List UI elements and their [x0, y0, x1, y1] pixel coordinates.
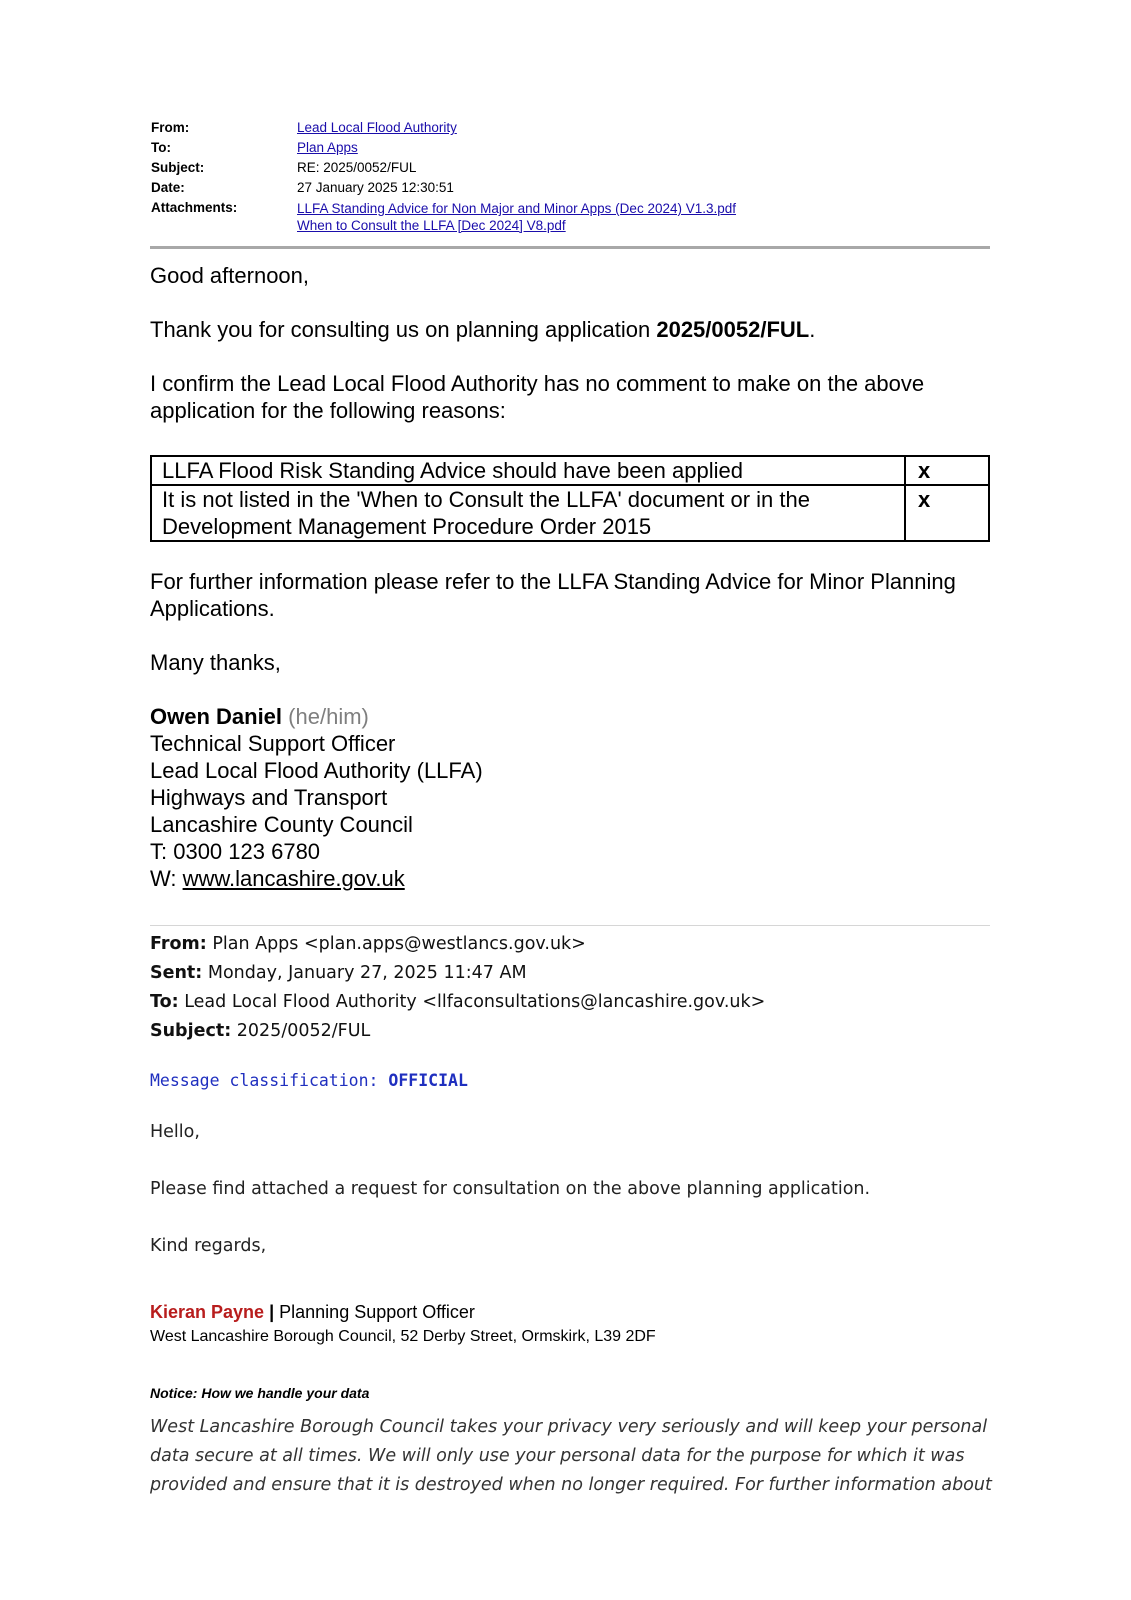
message-classification: Message classification: OFFICIAL: [150, 1071, 468, 1090]
sender-title: Planning Support Officer: [279, 1302, 475, 1322]
confirm-text: I confirm the Lead Local Flood Authority has no comment to make on the above application for the following reasons:: [150, 371, 925, 423]
table-row: [151, 456, 989, 485]
sender-name: Kieran Payne: [150, 1302, 265, 1322]
privacy-line: West Lancashire Borough Council takes your privacy very seriously and will keep your personal: [150, 1417, 988, 1437]
header-attachments-row: [151, 198, 991, 234]
from-link[interactable]: Lead Local Flood Authority: [297, 120, 457, 135]
signature-name-line: [150, 703, 990, 730]
header-subject-row: [151, 158, 991, 178]
application-ref: 2025/0052/FUL: [656, 317, 810, 342]
original-header: [150, 930, 1010, 1046]
original-body: Please find attached a request for consultation on the above planning application.: [150, 1179, 871, 1199]
privacy-line: data secure at all times. We will only use your personal data for the purpose for which it was: [150, 1446, 965, 1466]
original-signature: Kieran Payne | Planning Support Officer: [150, 1302, 475, 1322]
quoted-divider: [150, 925, 990, 926]
privacy-notice: [150, 1413, 1010, 1500]
subject-value: RE: 2025/0052/FUL: [297, 160, 417, 175]
thanks-line: Thank you for consulting us on planning application 2025/0052/FUL.: [150, 317, 816, 342]
original-subject: Subject: 2025/0052/FUL: [150, 1021, 371, 1041]
to-link[interactable]: Plan Apps: [297, 140, 358, 155]
original-sent: Sent: Monday, January 27, 2025 11:47 AM: [150, 963, 527, 983]
header-to-row: [151, 138, 991, 158]
header-from-row: [151, 118, 991, 138]
further-info: For further information please refer to the LLFA Standing Advice for Minor Planning Applications.: [150, 569, 956, 621]
reason-mark: x: [905, 456, 989, 485]
reason-text: It is not listed in the 'When to Consult the LLFA' document or in the Development Management Procedure Order 2015: [151, 485, 905, 541]
original-signoff: Kind regards,: [150, 1236, 267, 1256]
signature-line: Lancashire County Council: [150, 812, 413, 837]
reason-mark: x: [905, 485, 989, 541]
date-value: 27 January 2025 12:30:51: [297, 180, 454, 195]
signature-line: Highways and Transport: [150, 785, 388, 810]
signature-web-line: W: www.lancashire.gov.uk: [150, 866, 405, 891]
reasons-table: [150, 455, 990, 542]
sender-address: West Lancashire Borough Council, 52 Derby Street, Ormskirk, L39 2DF: [150, 1328, 656, 1345]
reply-body: [150, 262, 990, 424]
signature-line: T: 0300 123 6780: [150, 839, 321, 864]
attachments-label: Attachments:: [151, 200, 238, 215]
attachment-link[interactable]: LLFA Standing Advice for Non Major and Minor Apps (Dec 2024) V1.3.pdf: [297, 201, 737, 216]
signature-line: Lead Local Flood Authority (LLFA): [150, 758, 483, 783]
website-link[interactable]: www.lancashire.gov.uk: [182, 866, 405, 891]
classification-badge: OFFICIAL: [388, 1071, 468, 1090]
attachment-link[interactable]: When to Consult the LLFA [Dec 2024] V8.pdf: [297, 218, 566, 233]
reason-text: LLFA Flood Risk Standing Advice should have been applied: [151, 456, 905, 485]
header-date-row: [151, 178, 991, 198]
privacy-line: provided and ensure that it is destroyed when no longer required. For further information about: [150, 1475, 992, 1495]
notice-title: Notice: How we handle your data: [150, 1385, 370, 1401]
to-label: To:: [151, 140, 171, 155]
signature-line: Technical Support Officer: [150, 731, 396, 756]
date-label: Date:: [151, 180, 185, 195]
email-header: [151, 118, 991, 234]
header-divider: [150, 246, 990, 249]
signature-pronouns: (he/him): [288, 704, 369, 729]
original-greeting: Hello,: [150, 1122, 200, 1142]
original-to: To: Lead Local Flood Authority <llfaconsultations@lancashire.gov.uk>: [150, 992, 766, 1012]
reply-closing: [150, 568, 990, 892]
original-from: From: Plan Apps <plan.apps@westlancs.gov.uk>: [150, 934, 586, 954]
subject-label: Subject:: [151, 160, 205, 175]
signoff: Many thanks,: [150, 650, 281, 675]
table-row: [151, 485, 989, 541]
signature-name: Owen Daniel: [150, 704, 283, 729]
from-label: From:: [151, 120, 190, 135]
greeting: Good afternoon,: [150, 263, 310, 288]
